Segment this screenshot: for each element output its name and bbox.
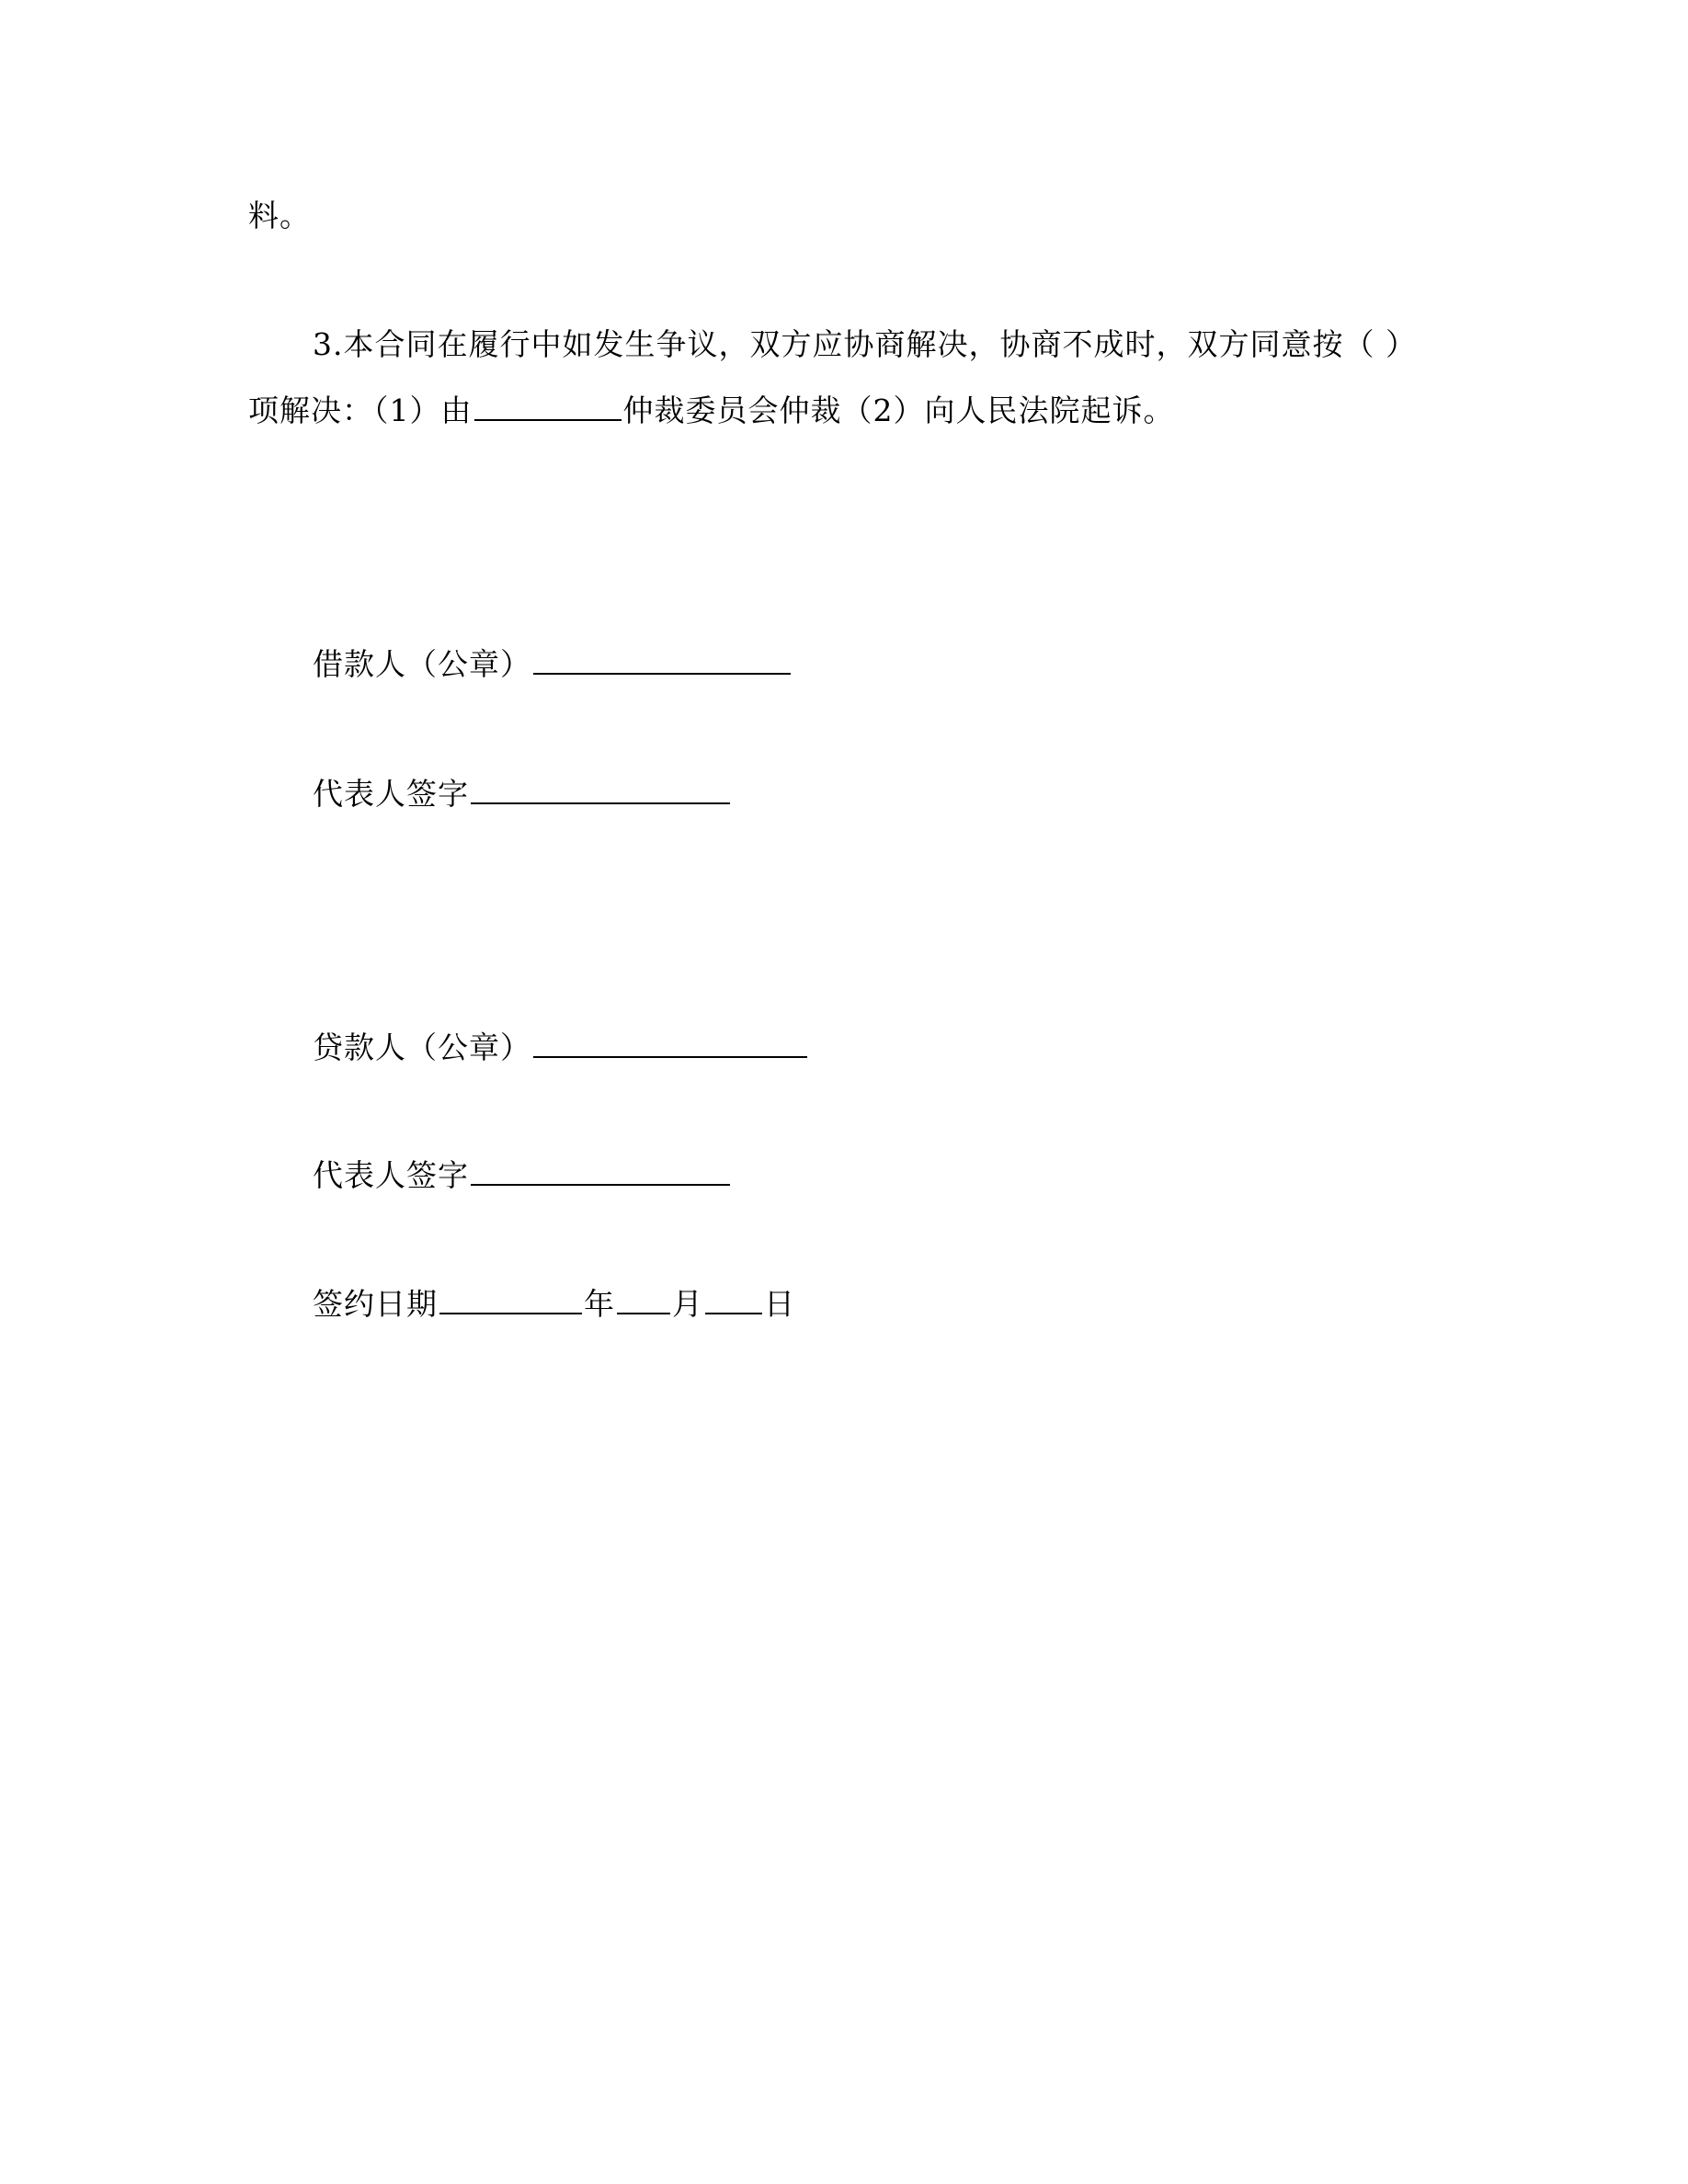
borrower-seal-line xyxy=(313,645,793,683)
signing-year-label: 年 xyxy=(584,1286,615,1322)
borrower-rep-label: 代表人签字 xyxy=(313,776,469,812)
borrower-rep-line xyxy=(313,775,732,813)
clause-3-prefix: 项解决：（1）由 xyxy=(248,392,473,428)
signing-year-blank[interactable] xyxy=(439,1285,582,1314)
clause-3-line-1 xyxy=(313,326,1417,363)
lender-rep-label: 代表人签字 xyxy=(313,1157,469,1193)
lender-rep-blank[interactable] xyxy=(471,1156,730,1186)
signing-date-label: 签约日期 xyxy=(313,1286,438,1322)
arbitration-committee-blank[interactable] xyxy=(474,392,622,421)
clause-3-line-2 xyxy=(248,392,1175,429)
signing-month-blank[interactable] xyxy=(617,1285,670,1314)
signing-day-blank[interactable] xyxy=(705,1285,762,1314)
lender-seal-blank[interactable] xyxy=(533,1029,807,1058)
continuation-text-label: 料。 xyxy=(248,198,311,233)
clause-3-suffix: 仲裁委员会仲裁（2）向人民法院起诉。 xyxy=(622,392,1175,428)
lender-rep-line xyxy=(313,1156,732,1194)
borrower-rep-blank[interactable] xyxy=(471,775,730,804)
lender-seal-label: 贷款人（公章） xyxy=(313,1029,531,1065)
signing-month-label: 月 xyxy=(672,1286,703,1322)
lender-seal-line xyxy=(313,1029,809,1066)
continuation-text xyxy=(248,198,311,234)
signing-date-line xyxy=(313,1285,795,1323)
borrower-seal-blank[interactable] xyxy=(533,645,791,675)
clause-3-text: 3.本合同在履行中如发生争议，双方应协商解决，协商不成时，双方同意按（ ） xyxy=(313,326,1417,362)
borrower-seal-label: 借款人（公章） xyxy=(313,646,531,682)
signing-day-label: 日 xyxy=(764,1286,795,1322)
